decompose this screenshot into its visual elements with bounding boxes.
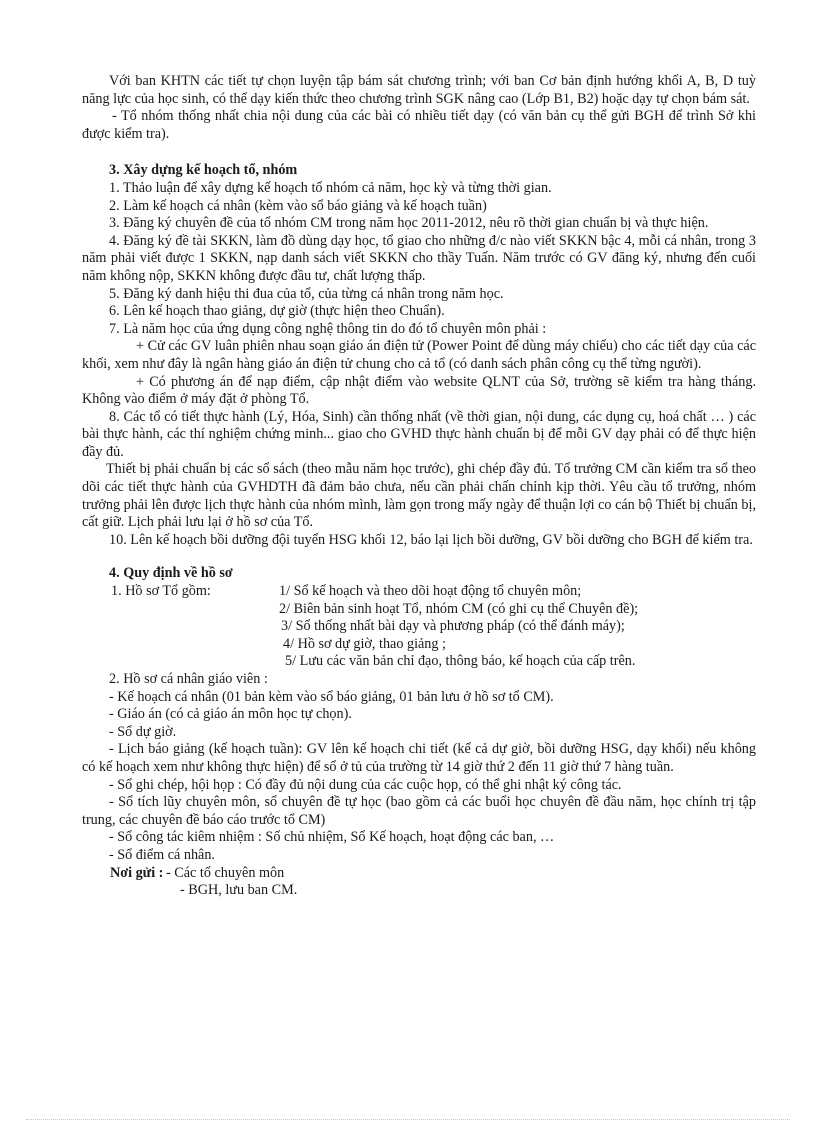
group-record-item: 2/ Biên bản sinh hoạt Tổ, nhóm CM (có ghi cụ thể Chuyên đề); bbox=[279, 600, 639, 617]
group-record-item: 1/ Sổ kế hoạch và theo dõi hoạt động tổ chuyên môn; bbox=[279, 583, 582, 600]
personal-record-item: - Kế hoạch cá nhân (01 bản kèm vào sổ báo giảng, 01 bản lưu ở hồ sơ tổ CM). bbox=[109, 688, 554, 705]
document-body bbox=[82, 73, 756, 900]
personal-record-item: - Sổ ghi chép, hội họp : Có đầy đủ nội dung của các cuộc họp, có thể ghi nhật ký công tác. bbox=[109, 776, 622, 793]
section-3-item: 4. Đăng ký đề tài SKKN, làm đồ dùng dạy học, tổ giao cho những đ/c nào viết SKKN bậc 4, mỗi cá nhân, trong 3 năm phải viết được 1 SKKN, nạp danh sách viết SKKN cho thầy Tuấn. Năm trước có GV đăng ký, nhưng đến cuối năm không nộp, SKKN không được đầu tư, chất lượng thấp. bbox=[82, 232, 756, 284]
section-3-item: 3. Đăng ký chuyên đề của tổ nhóm CM trong năm học 2011-2012, nêu rõ thời gian chuẩn bị và thực hiện. bbox=[109, 215, 709, 232]
group-record-item: 3/ Sổ thống nhất bài dạy và phương pháp (có thể đánh máy); bbox=[281, 618, 625, 635]
section-3-item: 5. Đăng ký danh hiệu thi đua của tổ, của từng cá nhân trong năm học. bbox=[109, 285, 504, 302]
section-4-heading: 4. Quy định về hồ sơ bbox=[109, 565, 233, 582]
section-3-item: 7. Là năm học của ứng dụng công nghệ thông tin do đó tổ chuyên môn phải : bbox=[109, 320, 547, 337]
section-3-heading: 3. Xây dựng kế hoạch tổ, nhóm bbox=[109, 162, 298, 179]
personal-record-item: - Lịch báo giảng (kế hoạch tuần): GV lên kế hoạch chi tiết (kể cả dự giờ, bồi dưỡng HSG, dạy khối) nếu không có kế hoạch xem như không thực hiện) để sổ ở tủ của trường từ 14 giờ thứ 2 đến 11 giờ thứ 7 hàng tuần. bbox=[82, 741, 756, 775]
recipient-item: - Các tổ chuyên môn bbox=[166, 864, 285, 881]
section-3-item: 2. Làm kế hoạch cá nhân (kèm vào sổ báo giảng và kế hoạch tuần) bbox=[109, 197, 487, 214]
personal-records-label: 2. Hồ sơ cá nhân giáo viên : bbox=[109, 671, 268, 687]
personal-record-item: - Sổ tích lũy chuyên môn, sổ chuyên đề tự học (bao gồm cả các buổi học chuyên đề đầu năm, học chính trị tập trung, các chuyên đề báo cáo trước tổ CM) bbox=[82, 794, 756, 828]
section-3-item-8: 8. Các tổ có tiết thực hành (Lý, Hóa, Sinh) cần thống nhất (về thời gian, nội dung, các dụng cụ, hoá chất … ) các bài thực hành, các thí nghiệm chứng minh... giao cho GVHD thực hành chuẩn bị để mỗi GV dạy phải có để thực hiện đầy đủ. bbox=[82, 408, 756, 460]
group-records-row bbox=[82, 583, 756, 601]
section-3-item: 6. Lên kế hoạch thao giảng, dự giờ (thực hiện theo Chuẩn). bbox=[109, 303, 445, 320]
group-record-item: 5/ Lưu các văn bản chỉ đạo, thông báo, kế hoạch của cấp trên. bbox=[285, 653, 636, 670]
personal-record-item: - Giáo án (có cả giáo án môn học tự chọn). bbox=[109, 706, 352, 723]
personal-record-item: - Sổ điểm cá nhân. bbox=[109, 846, 215, 863]
personal-record-item: - Sổ công tác kiêm nhiệm : Sổ chủ nhiệm, Sổ Kế hoạch, hoạt động các ban, … bbox=[109, 829, 555, 846]
recipient-item: - BGH, lưu ban CM. bbox=[180, 882, 298, 899]
section-3-plus-item: + Cử các GV luân phiên nhau soạn giáo án điện tử (Power Point để dùng máy chiếu) cho các tiết dạy của các khối, xem như đây là ngân hàng giáo án điện tử chung cho cả tổ (có danh sách phân công cụ thể từng người). bbox=[82, 338, 756, 372]
section-3-item: 1. Thảo luận để xây dựng kế hoạch tổ nhóm cả năm, học kỳ và từng thời gian. bbox=[109, 179, 552, 196]
personal-record-item: - Sổ dự giờ. bbox=[109, 723, 177, 740]
intro-paragraph-1: Với ban KHTN các tiết tự chọn luyện tập bám sát chương trình; với ban Cơ bản định hướng khối A, B, D tuỳ năng lực của học sinh, có thể dạy kiến thức theo chương trình SGK nâng cao (Lớp B1, B2) hoặc dạy tự chọn bám sát. bbox=[82, 73, 756, 107]
intro-paragraph-2: - Tổ nhóm thống nhất chia nội dung của các bài có nhiều tiết dạy (có văn bản cụ thể gửi BGH để trình Sở khi được kiểm tra). bbox=[82, 108, 756, 142]
equipment-paragraph: Thiết bị phải chuẩn bị các sổ sách (theo mẫu năm học trước), ghi chép đầy đủ. Tổ trưởng CM cần kiểm tra sổ theo dõi các tiết thực hành của GVHDTH đã đảm bảo chưa, nếu cần phải chấn chỉnh kịp thời. Yêu cầu tổ trưởng, nhóm trưởng phải lên được lịch thực hành của nhóm mình, làm gọn trong mấy ngày để thuận lợi co cán bộ Thiết bị chuẩn bị, cất giữ. Lịch phải lưu lại ở hồ sơ của Tổ. bbox=[82, 461, 756, 531]
recipients-row bbox=[82, 865, 756, 883]
group-record-item: 4/ Hồ sơ dự giờ, thao giảng ; bbox=[283, 635, 446, 652]
group-records-label: 1. Hồ sơ Tổ gồm: bbox=[111, 583, 211, 600]
section-3-plus-item: + Có phương án để nạp điểm, cập nhật điểm vào website QLNT của Sở, trường sẽ kiểm tra hàng tháng. Không vào điểm ở máy đặt ở phòng Tổ. bbox=[82, 373, 756, 408]
page-bottom-divider bbox=[26, 1119, 790, 1120]
section-3-item-10: 10. Lên kế hoạch bồi dưỡng đội tuyển HSG khối 12, báo lại lịch bồi dưỡng, GV bồi dưỡng cho BGH để kiểm tra. bbox=[109, 531, 753, 548]
recipients-label: Nơi gửi : bbox=[110, 864, 164, 881]
